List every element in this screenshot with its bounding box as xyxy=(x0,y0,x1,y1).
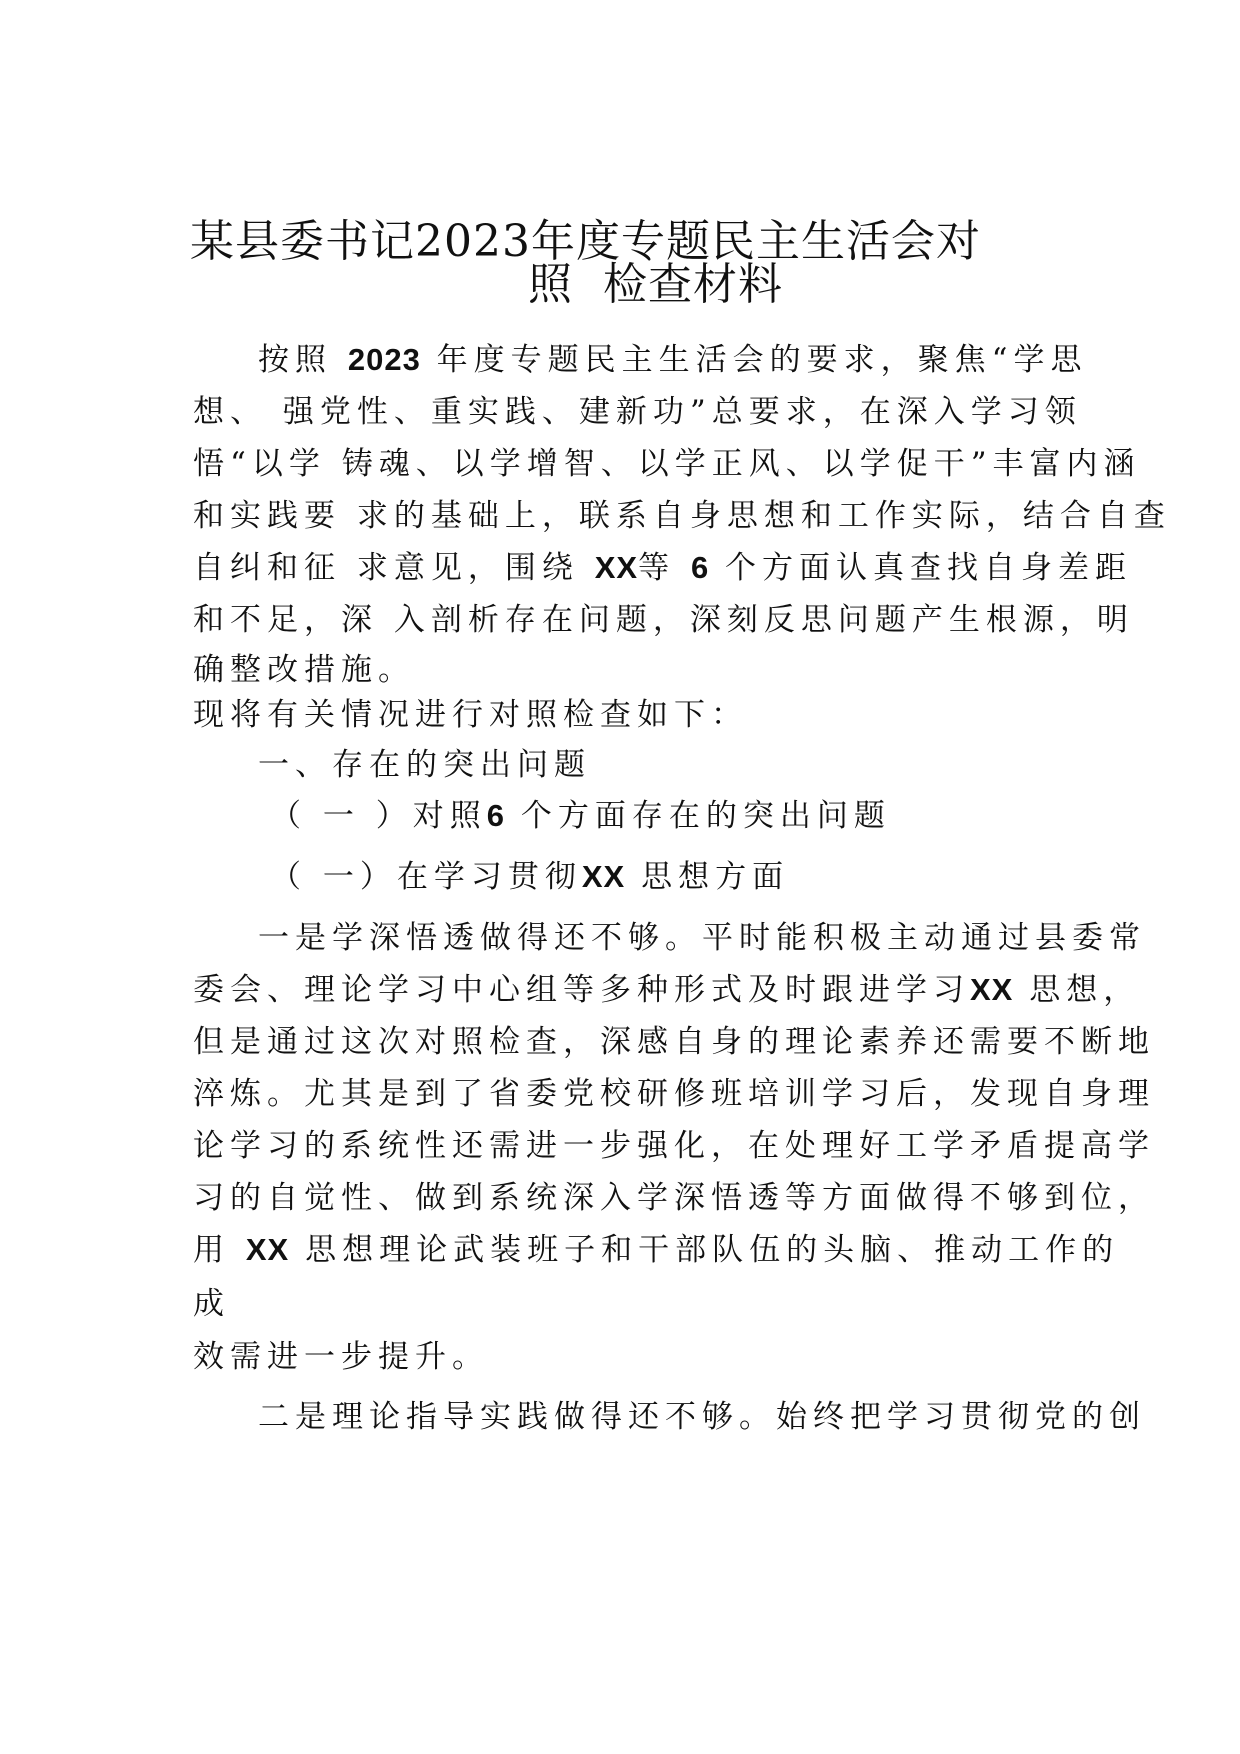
para2-line-8: 成 xyxy=(193,1286,230,1322)
intro-count: 6 xyxy=(690,550,710,585)
para2-line-7 xyxy=(193,1230,1120,1270)
para3-line-1: 二是理论指导实践做得还不够。始终把学习贯彻党的创 xyxy=(258,1399,1146,1435)
subheading-text: 个方面存在的突出问题 xyxy=(504,798,891,834)
subheading-text: （ 一 ）对照 xyxy=(270,798,487,834)
para-text: 用 xyxy=(193,1232,246,1268)
para-xx: XX xyxy=(245,1232,290,1267)
para-text: 思想理论武装班子和干部队伍的头脑、推动工作的 xyxy=(289,1232,1120,1268)
para2-line-1: 一是学深悟透做得还不够。平时能积极主动通过县委常 xyxy=(258,920,1146,956)
subheading-number: 6 xyxy=(486,798,505,833)
document-title-line1: 某县委书记2023年度专题民主生活会对 xyxy=(190,216,981,267)
intro-text: 年度专题民主生活会的要求，聚焦“学思 xyxy=(420,342,1088,378)
intro-xx: XX xyxy=(594,550,639,585)
intro-text: 和实践要 求的基础上，联系自身思想和工作实际，结合自查 xyxy=(193,498,1171,534)
intro-text: 自纠和征 求意见，围绕 xyxy=(193,550,595,586)
para2-line-3: 但是通过这次对照检查，深感自身的理论素养还需要不断地 xyxy=(193,1024,1155,1060)
intro-text: 想、 强党性、重实践、建新功”总要求，在深入学习领 xyxy=(193,394,1082,430)
intro-line-4 xyxy=(193,496,1171,536)
intro-text: 确整改措施。 xyxy=(193,652,415,688)
intro-year: 2023 xyxy=(347,342,421,377)
intro-text: 个方面认真查找自身差距 xyxy=(709,550,1133,586)
document-title-line2 xyxy=(528,248,828,312)
para2-line-4: 淬炼。尤其是到了省委党校研修班培训学习后，发现自身理 xyxy=(193,1076,1155,1112)
intro-line-6 xyxy=(193,600,1134,640)
subheading-2 xyxy=(270,857,1140,897)
subheading-xx: XX xyxy=(581,859,626,894)
intro-line-8 xyxy=(193,695,1063,735)
title-line2-part-b: 检查材料 xyxy=(603,259,783,310)
para-xx: XX xyxy=(970,972,1014,1007)
para2-line-2 xyxy=(193,970,1141,1010)
para-text: 委会、理论学习中心组等多种形式及时跟进学习 xyxy=(193,972,970,1008)
intro-text: 按照 xyxy=(258,342,348,378)
intro-text: 和不足，深 入剖析存在问题，深刻反思问题产生根源，明 xyxy=(193,602,1134,638)
para-text: 思想， xyxy=(1013,972,1141,1008)
intro-line-1 xyxy=(258,340,1128,380)
intro-text: 悟“以学 铸魂、以学增智、以学正风、以学促干”丰富内涵 xyxy=(193,446,1141,482)
section-heading-1: 一、存在的突出问题 xyxy=(258,747,591,783)
intro-text: 等 xyxy=(638,550,691,586)
para2-line-6: 习的自觉性、做到系统深入学深悟透等方面做得不够到位， xyxy=(193,1180,1155,1216)
para2-line-5: 论学习的系统性还需进一步强化，在处理好工学矛盾提高学 xyxy=(193,1128,1155,1164)
title-line2-part-a: 照 xyxy=(528,259,573,310)
intro-line-5 xyxy=(193,548,1133,588)
intro-line-3 xyxy=(193,444,1141,484)
intro-line-7 xyxy=(193,650,1063,690)
intro-line-2 xyxy=(193,392,1082,432)
subheading-1 xyxy=(270,796,1140,836)
para2-line-9: 效需进一步提升。 xyxy=(193,1339,489,1375)
intro-text: 现将有关情况进行对照检查如下： xyxy=(193,697,748,733)
subheading-text: （ 一）在学习贯彻 xyxy=(270,859,582,895)
subheading-text: 思想方面 xyxy=(625,859,790,895)
